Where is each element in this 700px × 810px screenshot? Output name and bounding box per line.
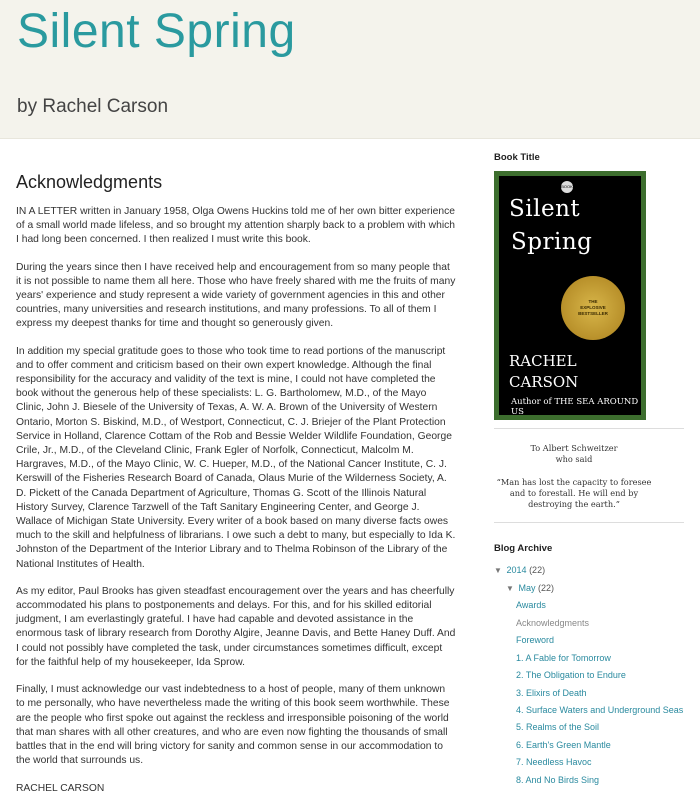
archive-month-item [494, 580, 684, 598]
dedication-quote: “Man has lost the capacity to foresee and to forestall. He will end by destroying the earth.” [496, 477, 652, 509]
post-signature: RACHEL CARSON [16, 783, 105, 795]
seal-text: EXPLOSIVE [580, 305, 606, 310]
archive-year-link[interactable]: 2014 [506, 565, 527, 575]
archive-post-link[interactable]: Foreword [516, 635, 555, 645]
dedication-line: To Albert Schweitzer [530, 443, 618, 453]
cover-author-line2: CARSON [509, 373, 579, 391]
archive-post-item[interactable] [494, 615, 684, 633]
archive-post-link[interactable]: 6. Earth's Green Mantle [516, 739, 611, 750]
seal-text: BESTSELLER [578, 311, 608, 316]
blog-title[interactable]: Silent Spring [17, 5, 296, 58]
archive-year-count: (22) [529, 565, 546, 575]
archive-post-item[interactable] [494, 719, 684, 737]
post-body [16, 205, 456, 797]
cover-title-line2: Spring [511, 229, 593, 255]
publisher-badge: BOOK [561, 181, 573, 193]
post-paragraph: Finally, I must acknowledge our vast indebtedness to a host of people, many of them unknown to me personally, who have nevertheless made the writing of this book seem worthwhile. These are the people who first spoke out against the reckless and irresponsible poisoning of the world that man shares with all other creatures, and who are even now fighting the thousands of small battles that in the end will bring victory for sanity and common sense in our accommodation to the world that surrounds us. [16, 684, 450, 767]
archive-month-link[interactable]: May [518, 582, 536, 593]
sidebar-divider [494, 428, 684, 429]
bestseller-seal [561, 276, 625, 340]
triangle-down-icon[interactable]: ▼ [494, 566, 502, 575]
archive-post-link[interactable]: 1. A Fable for Tomorrow [516, 652, 611, 663]
dedication-block [494, 443, 654, 510]
post-paragraph: During the years since then I have received help and encouragement from so many people that it is not possible to name them all here. Those who have freely shared with me the fruits of many years' experience and study represent a wide variety of government agencies in this and other countries, many universities and research institutions, and many professions. To all of them I express my deepest thanks for time and thought so generously given. [16, 261, 456, 330]
archive-post-link[interactable]: 4. Surface Waters and Underground Seas [516, 705, 684, 715]
archive-post-item[interactable] [494, 702, 684, 719]
post-main [16, 172, 456, 810]
archive-post-item[interactable] [494, 597, 684, 615]
archive-post-link[interactable]: 2. The Obligation to Endure [516, 670, 626, 680]
archive-year-item [494, 562, 684, 580]
triangle-down-icon[interactable]: ▼ [506, 583, 514, 593]
seal-text: THE [588, 299, 598, 304]
archive-post-item[interactable] [494, 667, 684, 685]
blog-archive-heading: Blog Archive [494, 543, 553, 554]
post-paragraph: IN A LETTER written in January 1958, Olga Owens Huckins told me of her own bitter experience of a small world made lifeless, and so brought my attention sharply back to a problem with which I had long been concerned. I then realized I must write this book. [16, 206, 455, 246]
blog-archive [494, 543, 684, 789]
archive-post-link[interactable]: 7. Needless Havoc [516, 757, 592, 767]
sidebar [494, 152, 684, 789]
archive-post-item[interactable] [494, 737, 684, 755]
archive-post-link[interactable]: 8. And No Birds Sing [516, 774, 600, 785]
archive-post-item[interactable] [494, 772, 684, 790]
archive-post-link[interactable]: 5. Realms of the Soil [516, 722, 600, 732]
book-title-heading: Book Title [494, 152, 540, 163]
archive-post-item[interactable] [494, 632, 684, 650]
archive-post-link[interactable]: Awards [516, 600, 546, 610]
archive-post-item[interactable] [494, 685, 684, 703]
cover-title-line1: Silent [509, 196, 581, 222]
cover-author-line1: RACHEL [509, 352, 577, 370]
post-paragraph: In addition my special gratitude goes to those who took time to read portions of the manuscript and to offer comment and criticism based on their own expert knowledge. Although the final responsibility for the accuracy and validity of the text is mine, I could not have completed the book without the generous help of these specialists: L. G. Bartholomew, M.D., of the Mayo Clinic, John J. Biesele of the University of Texas, A. W. A. Brown of the University of Western Ontario, Morton S. Biskind, M.D., of Westport, Connecticut, C. J. Briejer of the Plant Protection Service in Holland, Clarence Cottam of the Rob and Bessie Welder Wildlife Foundation, George Crile, Jr., M.D., of the Cleveland Clinic, Frank Egler of Norfolk, Connecticut, Malcolm M. Hargraves, M.D., of the Mayo Clinic, W. C. Hueper, M.D., of the National Cancer Institute, C. J. Kerswill of the Fisheries Research Board of Canada, Olaus Murie of the Wilderness Society, A. D. Pickett of the Canada Department of Agriculture, Thomas G. Scott of the Illinois Natural History Survey, Clarence Tarzwell of the Taft Sanitary Engineering Center, and George J. Wallace of Michigan State University. Every writer of a book based on many diverse facts owes much to the skill and helpfulness of librarians. I owe such a debt to many, but especially to Ida K. Johnston of the Department of the Interior Library and to Thelma Robinson of the Library of the National Institutes of Health. [16, 345, 456, 570]
blog-subtitle: by Rachel Carson [17, 96, 169, 117]
archive-post-link-current[interactable]: Acknowledgments [516, 617, 590, 628]
sidebar-divider [494, 522, 684, 523]
book-cover-image[interactable] [494, 171, 646, 420]
dedication-line: who said [555, 454, 593, 464]
archive-month-count: (22) [538, 582, 555, 593]
archive-post-item[interactable] [494, 650, 684, 668]
post-title[interactable]: Acknowledgments [16, 172, 163, 192]
post-paragraph: As my editor, Paul Brooks has given steadfast encouragement over the years and has cheerfully accommodated his plans to postponements and delays. For this, and for his skilled editorial judgment, I am everlastingly grateful. I have had capable and devoted assistance in the enormous task of library research from Dorothy Algire, Jeanne Davis, and Bette Haney Duff. And I could not possibly have completed the task, under circumstances sometimes difficult, except for the faithful help of my housekeeper, Ida Sprow. [16, 585, 456, 668]
blog-header [0, 0, 700, 139]
archive-post-link[interactable]: 3. Elixirs of Death [516, 687, 587, 698]
archive-post-item[interactable] [494, 754, 684, 772]
cover-subtitle: Author of THE SEA AROUND US [511, 397, 639, 417]
